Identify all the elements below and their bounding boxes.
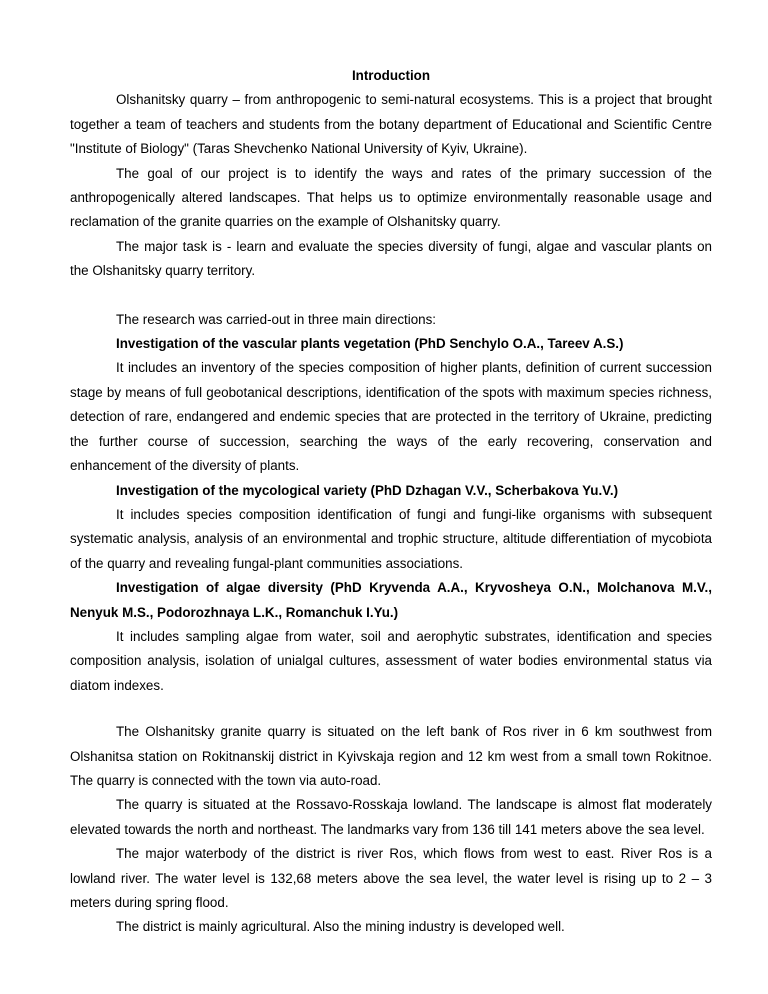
intro-paragraph: Olshanitsky quarry – from anthropogenic to semi-natural ecosystems. This is a project that brought together a team of teachers and students from the botany department of Educational and Scientific Centre "Institute of Biology" (Taras Shevchenko National University of Kyiv, Ukraine). bbox=[70, 92, 712, 157]
site-paragraph: The major waterbody of the district is river Ros, which flows from west to east. River Ros is a lowland river. The water level is 132,68 meters above the sea level, the water level is rising up to 2 – 3 meters during spring flood. bbox=[70, 846, 712, 910]
direction-heading-mycological: Investigation of the mycological variety (PhD Dzhagan V.V., Scherbakova Yu.V.) bbox=[116, 482, 619, 498]
section-spacer bbox=[70, 284, 712, 308]
intro-paragraph: The goal of our project is to identify the ways and rates of the primary succession of the anthropogenically altered landscapes. That helps us to optimize environmentally reasonable usage and reclamation of the granite quarries on the example of Olshanitsky quarry. bbox=[70, 165, 712, 230]
document-title: Introduction bbox=[351, 68, 431, 83]
document-page bbox=[70, 64, 712, 940]
direction-heading-algae: Investigation of algae diversity (PhD Kryvenda A.A., Kryvosheya O.N., Molchanova M.V., Nenyuk M.S., Podorozhnaya L.K., Romanchuk I.Yu.) bbox=[70, 580, 712, 620]
research-intro: The research was carried-out in three main directions: bbox=[116, 311, 437, 327]
site-paragraph: The quarry is situated at the Rossavo-Rosskaja lowland. The landscape is almost flat moderately elevated towards the north and northeast. The landmarks vary from 136 till 141 meters above the sea level. bbox=[70, 797, 712, 837]
site-paragraph: The district is mainly agricultural. Also the mining industry is developed well. bbox=[116, 919, 565, 935]
direction-text-vascular: It includes an inventory of the species composition of higher plants, definition of current succession stage by means of full geobotanical descriptions, identification of the spots with maximum species richness, detection of rare, endangered and endemic species that are protected in the territory of Ukraine, predicting the further course of succession, searching the ways of the early recovering, conservation and enhancement of the diversity of plants. bbox=[70, 360, 712, 474]
site-paragraph: The Olshanitsky granite quarry is situated on the left bank of Ros river in 6 km southwest from Olshanitsa station on Rokitnanskij district in Kyivskaja region and 12 km west from a small town Rokitnoe. The quarry is connected with the town via auto-road. bbox=[70, 724, 712, 788]
direction-text-mycological: It includes species composition identification of fungi and fungi-like organisms with subsequent systematic analysis, analysis of an environmental and trophic structure, altitude differentiation of mycobiota of the quarry and revealing fungal-plant communities associations. bbox=[70, 506, 712, 571]
direction-heading-vascular: Investigation of the vascular plants vegetation (PhD Senchylo O.A., Tareev A.S.) bbox=[116, 336, 624, 352]
section-spacer bbox=[70, 698, 712, 720]
direction-text-algae: It includes sampling algae from water, soil and aerophytic substrates, identification and species composition analysis, isolation of unialgal cultures, assessment of water bodies environmental status via diatom indexes. bbox=[70, 628, 712, 693]
intro-paragraph: The major task is - learn and evaluate the species diversity of fungi, algae and vascular plants on the Olshanitsky quarry territory. bbox=[70, 238, 712, 279]
